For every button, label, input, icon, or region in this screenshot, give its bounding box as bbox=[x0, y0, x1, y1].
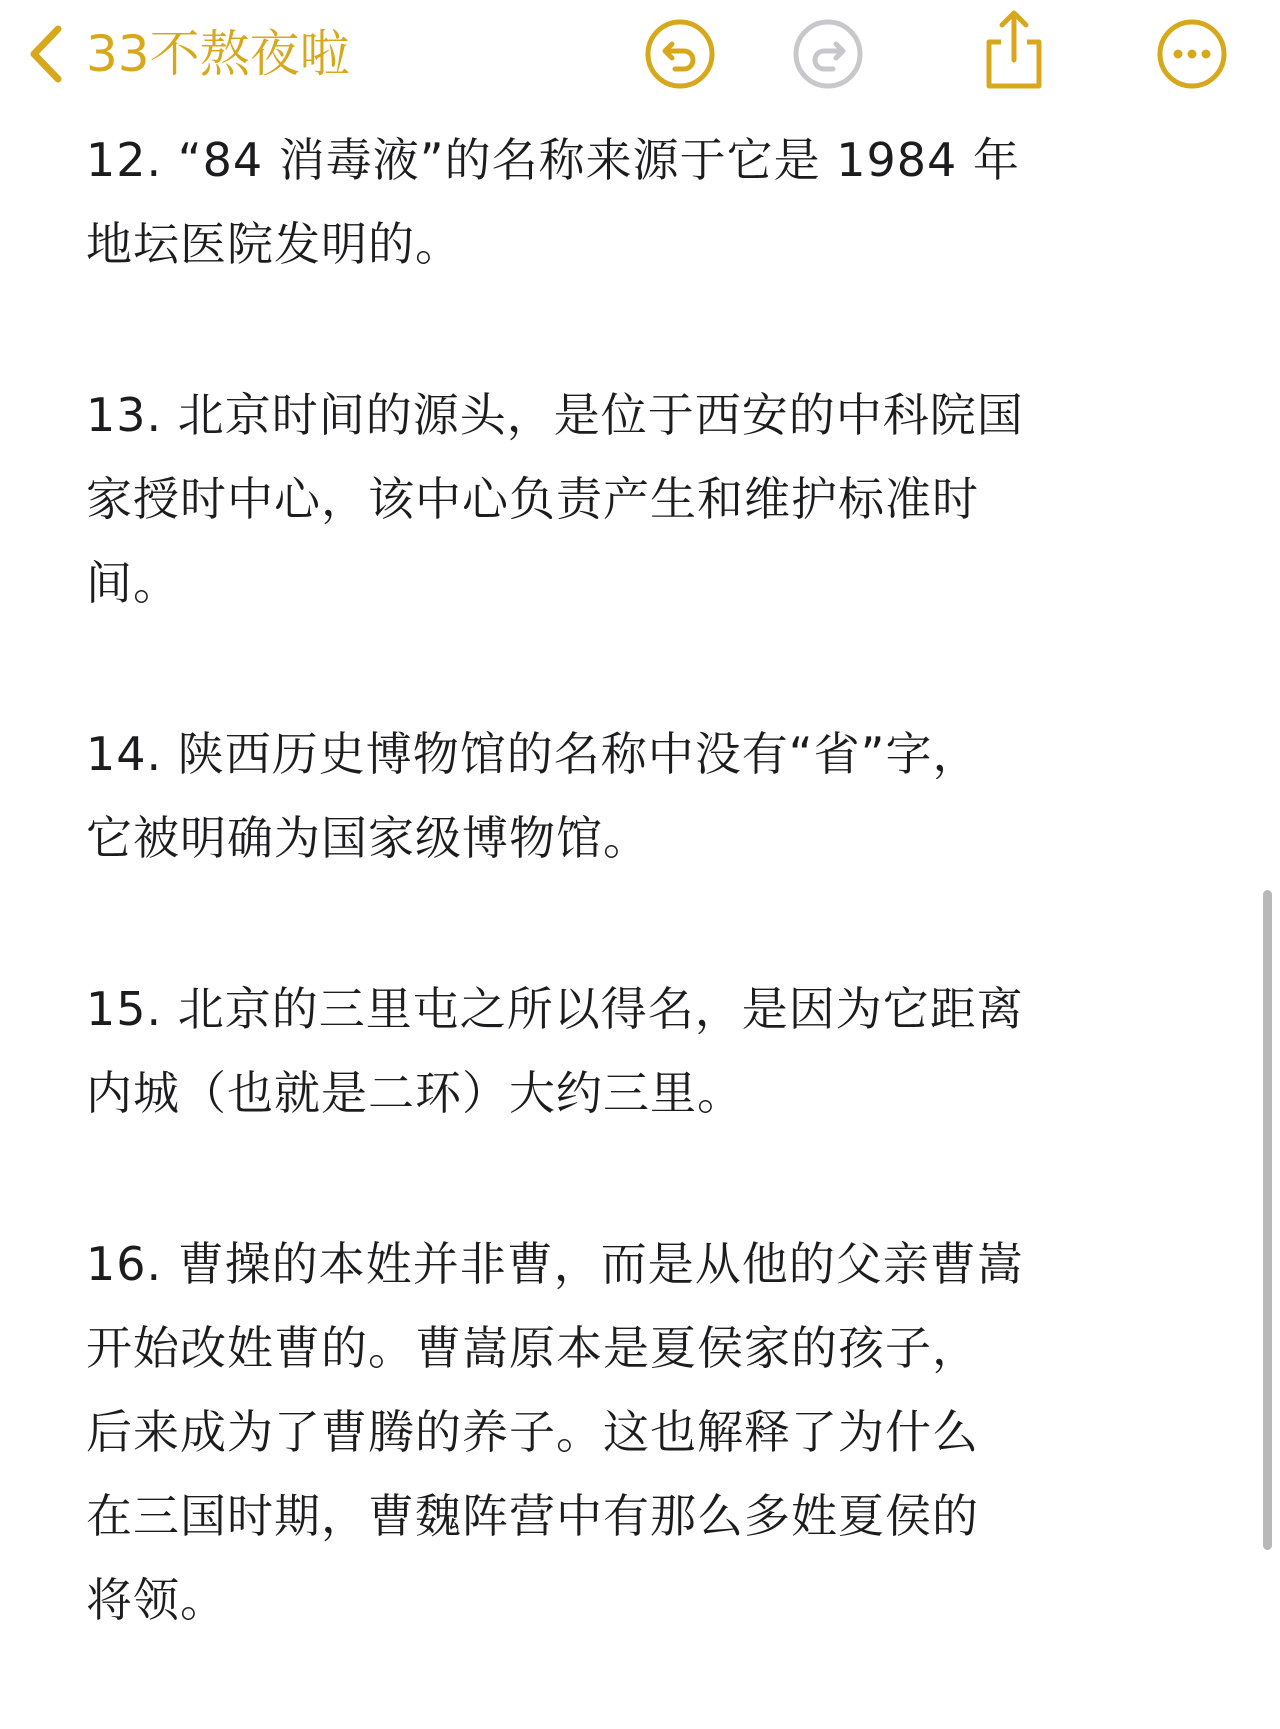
folder-title: 33不熬夜啦 bbox=[86, 25, 350, 83]
scrollbar[interactable] bbox=[1263, 890, 1272, 1550]
redo-icon bbox=[792, 18, 864, 94]
note-paragraph-13[interactable]: 13. 北京时间的源头，是位于西安的中科院国 家授时中心，该中心负责产生和维护标准时 间。 bbox=[86, 388, 1024, 610]
more-icon bbox=[1156, 18, 1228, 94]
more-button[interactable] bbox=[1154, 18, 1230, 94]
undo-icon bbox=[644, 18, 716, 94]
undo-button[interactable] bbox=[642, 18, 718, 94]
share-button[interactable] bbox=[976, 10, 1052, 94]
share-icon bbox=[981, 8, 1047, 96]
note-paragraph-16[interactable]: 16. 曹操的本姓并非曹，而是从他的父亲曹嵩 开始改姓曹的。曹嵩原本是夏侯家的孩子， 后来成为了曹腾的养子。这也解释了为什么 在三国时期，曹魏阵营中有那么多姓夏侯的 将领。 bbox=[86, 1237, 1024, 1627]
back-button[interactable] bbox=[24, 14, 350, 94]
chevron-left-icon bbox=[24, 14, 68, 94]
note-paragraph-15[interactable]: 15. 北京的三里屯之所以得名，是因为它距离 内城（也就是二环）大约三里。 bbox=[86, 982, 1024, 1120]
navigation-bar bbox=[0, 0, 1280, 110]
note-paragraph-14[interactable]: 14. 陕西历史博物馆的名称中没有“省”字， 它被明确为国家级博物馆。 bbox=[86, 727, 980, 865]
redo-button[interactable] bbox=[790, 18, 866, 94]
note-content[interactable] bbox=[86, 118, 1236, 1729]
note-paragraph-12[interactable]: 12. “84 消毒液”的名称来源于它是 1984 年 地坛医院发明的。 bbox=[86, 133, 1020, 271]
